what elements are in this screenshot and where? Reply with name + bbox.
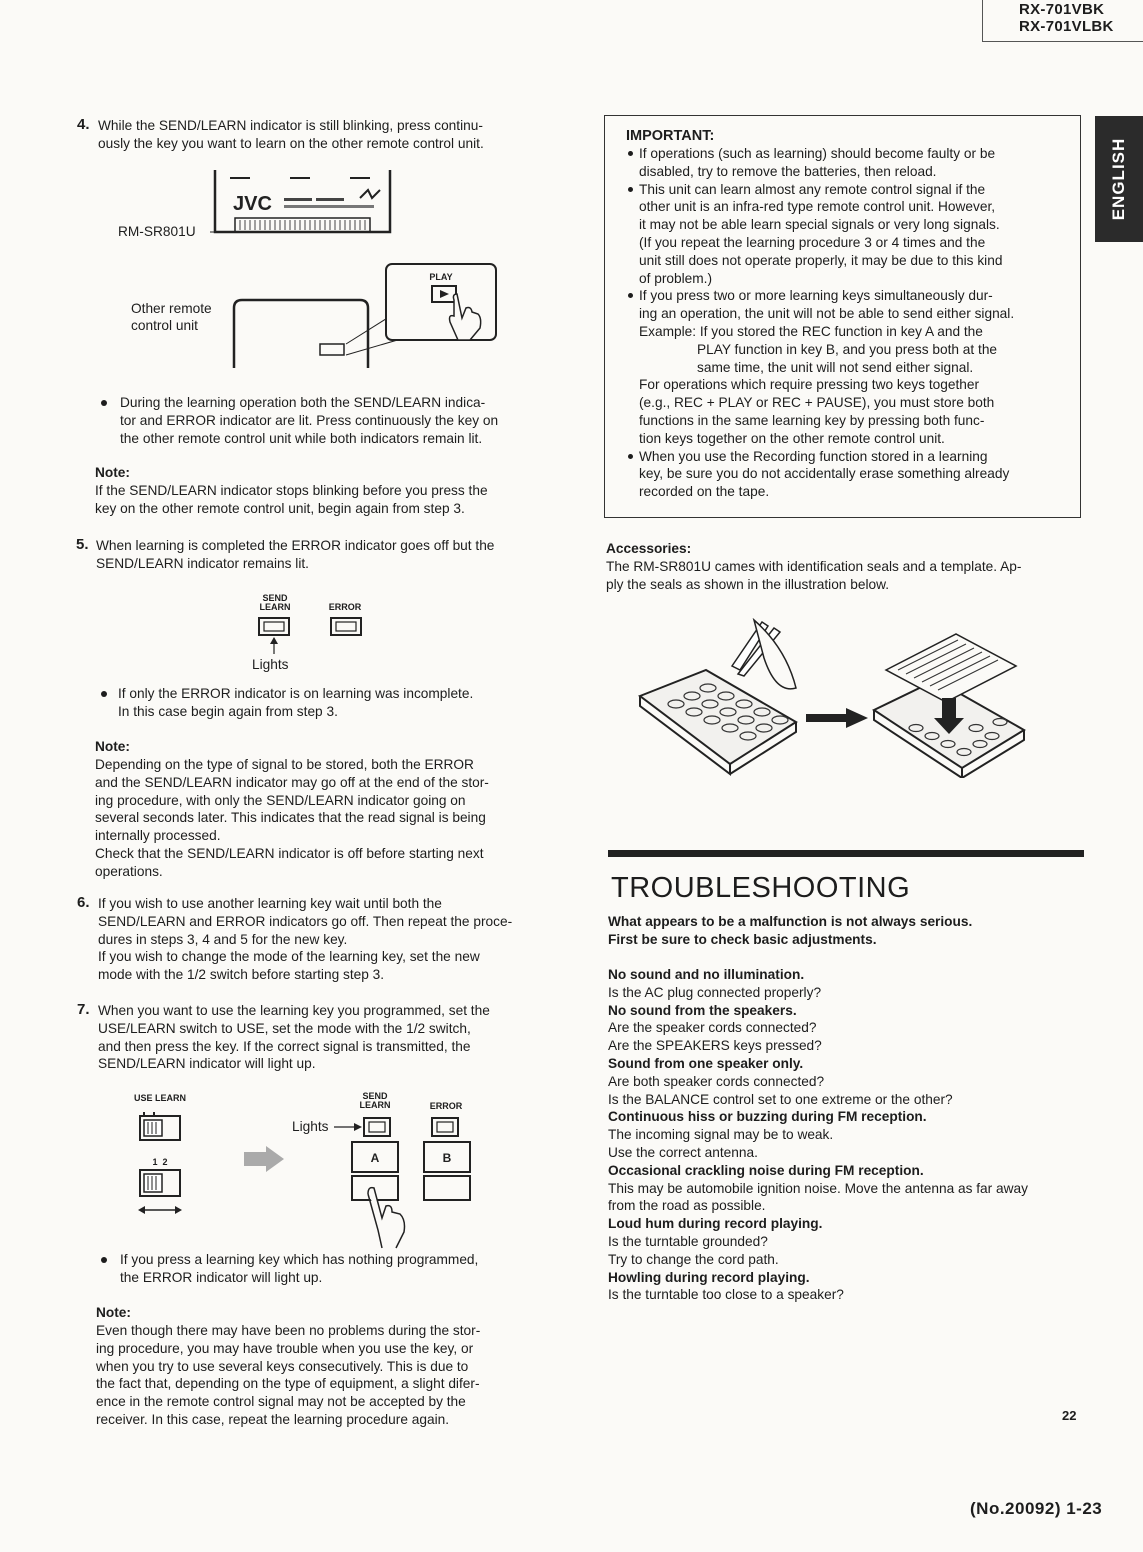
play-button-zoom <box>386 264 496 340</box>
error-label-2: ERROR <box>429 1101 463 1111</box>
important-title: IMPORTANT: <box>626 128 715 144</box>
rm-sr801u-remote <box>210 170 390 232</box>
step-7-number: 7. <box>77 1001 90 1018</box>
important-bullet-4 <box>626 448 1066 501</box>
bullet-line: the ERROR indicator will light up. <box>120 1269 323 1285</box>
step-7-text <box>98 1002 553 1073</box>
step-7-bullet <box>120 1251 560 1287</box>
symptom-heading: No sound and no illumination. <box>608 967 805 982</box>
important-line: recorded on the tape. <box>639 484 770 500</box>
lights-label-2: Lights <box>292 1119 329 1134</box>
bullet-line: During the learning operation both the SEND/LEARN indica- <box>120 395 486 410</box>
troubleshooting-title: TROUBLESHOOTING <box>611 872 911 904</box>
note-line: when you try to use several keys consecutively. This is due to <box>96 1358 469 1374</box>
important-line: When you use the Recording function stored in a learning <box>639 448 988 464</box>
important-line: If you press two or more learning keys simultaneously dur- <box>639 288 993 304</box>
bullet-line: If only the ERROR indicator is on learning was incomplete. <box>118 686 474 701</box>
learning-keys-diagram <box>334 1110 484 1250</box>
step-7-note <box>96 1304 556 1429</box>
remedy-text: Is the turntable too close to a speaker? <box>608 1287 844 1303</box>
important-bullet-3 <box>626 287 1066 447</box>
learn-switch-label: LEARN <box>155 1093 187 1103</box>
important-line: disabled, try to remove the batteries, then reload. <box>639 163 937 179</box>
note-line: internally processed. <box>95 828 221 844</box>
document-number: (No.20092) 1-23 <box>970 1499 1103 1518</box>
important-line: This unit can learn almost any remote control signal if the <box>639 181 986 197</box>
step-6-line: SEND/LEARN and ERROR indicators go off. Then repeat the proce- <box>98 913 513 929</box>
note-title: Note: <box>95 465 130 480</box>
note-line: Check that the SEND/LEARN indicator is off before starting next <box>95 845 484 861</box>
seal-application-illustration <box>636 618 1026 778</box>
error-indicator-2 <box>432 1118 458 1136</box>
important-line: it may not be able learn special signals or very long signals. <box>639 217 1000 233</box>
language-tab-label: ENGLISH <box>1109 137 1128 221</box>
step-6-text <box>98 895 553 984</box>
step-7-line: and then press the key. If the correct signal is transmitted, the <box>98 1038 471 1054</box>
bullet-line: If you press a learning key which has nothing programmed, <box>120 1252 479 1267</box>
bullet-line: the other remote control unit while both indicators remain lit. <box>120 430 483 446</box>
send-label: SEND <box>362 1091 388 1101</box>
learning-key-b <box>424 1176 470 1200</box>
bullet-line: tor and ERROR indicator are lit. Press continuously the key on <box>120 412 499 428</box>
important-line: (e.g., REC + PLAY or REC + PAUSE), you must store both <box>639 395 995 411</box>
accessories-section <box>606 540 1086 594</box>
mode-1-label: 1 <box>152 1157 158 1167</box>
remedy-text: from the road as possible. <box>608 1198 766 1214</box>
accessories-line: The RM-SR801U cames with identification seals and a template. Ap- <box>606 559 1022 574</box>
other-remote-label-1: Other remote <box>131 301 212 316</box>
arrow-right-icon <box>242 1144 286 1174</box>
page-number: 22 <box>1062 1408 1077 1423</box>
note-line: key on the other remote control unit, begin again from step 3. <box>95 500 465 516</box>
important-line: key, be sure you do not accidentally erase something already <box>639 466 1010 482</box>
mode-labels <box>148 1158 172 1167</box>
model-number-2: RX-701VLBK <box>1019 18 1114 35</box>
error-label: ERROR <box>328 602 362 612</box>
symptom-heading: No sound from the speakers. <box>608 1002 797 1018</box>
note-title: Note: <box>95 739 130 754</box>
send-learn-label <box>257 594 293 612</box>
symptom-heading: Loud hum during record playing. <box>608 1216 823 1232</box>
troubleshooting-list <box>608 966 1088 1304</box>
troubleshooting-bar <box>608 850 1084 857</box>
learn-label: LEARN <box>259 602 291 612</box>
important-example: PLAY function in key B, and you press both at the <box>697 341 998 357</box>
accessories-title: Accessories: <box>606 541 692 556</box>
lights-label: Lights <box>252 657 289 672</box>
remedy-text: Are the SPEAKERS keys pressed? <box>608 1038 822 1054</box>
step-4-note <box>95 464 555 518</box>
step-5-note <box>95 738 555 881</box>
note-title: Note: <box>96 1305 131 1320</box>
note-line: If the SEND/LEARN indicator stops blinking before you press the <box>95 483 488 498</box>
remedy-text: Try to change the cord path. <box>608 1251 779 1267</box>
important-line: ing an operation, the unit will not be able to send either signal. <box>639 306 1015 322</box>
arrow-right-icon <box>806 708 868 728</box>
step-6-line: dures in steps 3, 4 and 5 for the new key. <box>98 931 348 947</box>
step-6-line: If you wish to use another learning key wait until both the <box>98 896 442 911</box>
important-line: If operations (such as learning) should become faulty or be <box>639 146 996 161</box>
model-number-1: RX-701VBK <box>1019 1 1105 18</box>
step-5-text <box>96 537 551 573</box>
symptom-heading: Occasional crackling noise during FM reception. <box>608 1162 924 1178</box>
send-learn-label-2 <box>357 1092 393 1110</box>
accessories-line: ply the seals as shown in the illustration below. <box>606 576 890 592</box>
remote-with-tweezers <box>640 620 796 774</box>
jvc-logo: JVC <box>233 193 272 215</box>
step-6-number: 6. <box>77 894 90 911</box>
use-label: USE <box>134 1093 153 1103</box>
use-learn-label <box>134 1094 186 1103</box>
troubleshooting-intro-line: What appears to be a malfunction is not always serious. <box>608 914 973 929</box>
step-4-line: While the SEND/LEARN indicator is still blinking, press continu- <box>98 118 483 133</box>
remedy-text: The incoming signal may be to weak. <box>608 1127 834 1143</box>
symptom-heading: Continuous hiss or buzzing during FM reception. <box>608 1109 927 1125</box>
key-b-label: B <box>442 1151 452 1165</box>
step-4-bullet <box>120 394 560 447</box>
note-line: ing procedure, you may have trouble when you use the key, or <box>96 1340 474 1356</box>
important-line: For operations which require pressing two keys together <box>639 377 980 393</box>
step-7-line: When you want to use the learning key you programmed, set the <box>98 1003 490 1018</box>
note-line: ence in the remote control signal may not be accepted by the <box>96 1394 466 1410</box>
remedy-text: Is the AC plug connected properly? <box>608 984 822 1000</box>
note-line: receiver. In this case, repeat the learning procedure again. <box>96 1411 450 1427</box>
troubleshooting-intro-line: First be sure to check basic adjustments. <box>608 931 877 947</box>
note-line: ing procedure, with only the SEND/LEARN indicator going on <box>95 792 466 808</box>
symptom-heading: Howling during record playing. <box>608 1269 810 1285</box>
send-learn-indicator-2 <box>364 1118 390 1136</box>
language-tab <box>1095 116 1143 242</box>
important-box <box>604 115 1081 518</box>
step-7-line: USE/LEARN switch to USE, set the mode with the 1/2 switch, <box>98 1020 471 1036</box>
step-7-line: SEND/LEARN indicator will light up. <box>98 1056 316 1072</box>
step-5-line: SEND/LEARN indicator remains lit. <box>96 555 309 571</box>
rm-sr801u-label: RM-SR801U <box>118 224 196 239</box>
step-6-line: If you wish to change the mode of the learning key, set the new <box>98 949 480 965</box>
bullet-dot <box>101 1257 107 1263</box>
step-6-line: mode with the 1/2 switch before starting step 3. <box>98 967 385 983</box>
pointing-hand-icon <box>368 1188 405 1248</box>
important-example: Example: If you stored the REC function in key A and the <box>639 323 983 339</box>
note-line: several seconds later. This indicates that the read signal is being <box>95 810 486 826</box>
indicator-diagram <box>250 612 380 662</box>
step-5-line: When learning is completed the ERROR indicator goes off but the <box>96 538 495 553</box>
important-line: functions in the same learning key by pressing both func- <box>639 412 985 428</box>
learning-diagram <box>200 168 510 378</box>
remedy-text: Are both speaker cords connected? <box>608 1073 825 1089</box>
other-remote-label-2: control unit <box>131 318 198 333</box>
important-bullet-1 <box>626 145 1066 181</box>
mode-2-label: 2 <box>162 1157 168 1167</box>
important-line: (If you repeat the learning procedure 3 or 4 times and the <box>639 234 986 250</box>
step-5-number: 5. <box>76 536 89 553</box>
note-line: operations. <box>95 863 163 879</box>
step-4-text <box>98 117 553 153</box>
bullet-line: In this case begin again from step 3. <box>118 703 338 719</box>
important-line: tion keys together on the other remote control unit. <box>639 430 945 446</box>
important-bullet-2 <box>626 181 1066 288</box>
remedy-text: Use the correct antenna. <box>608 1144 758 1160</box>
symptom-heading: Sound from one speaker only. <box>608 1055 804 1071</box>
step-5-bullet <box>118 685 558 721</box>
important-example: same time, the unit will not send either signal. <box>697 359 974 375</box>
note-line: Even though there may have been no problems during the stor- <box>96 1323 481 1338</box>
learn-label: LEARN <box>359 1100 391 1110</box>
key-a-label: A <box>370 1151 380 1165</box>
step-4-line: ously the key you want to learn on the other remote control unit. <box>98 135 484 151</box>
important-line: other unit is an infra-red type remote control unit. However, <box>639 199 996 215</box>
remedy-text: Is the turntable grounded? <box>608 1233 768 1249</box>
remedy-text: Are the speaker cords connected? <box>608 1020 817 1036</box>
remedy-text: Is the BALANCE control set to one extreme or the other? <box>608 1091 953 1107</box>
bullet-dot <box>101 691 107 697</box>
bullet-dot <box>101 400 107 406</box>
remedy-text: This may be automobile ignition noise. Move the antenna as far away <box>608 1180 1028 1196</box>
remote-with-template <box>874 634 1024 778</box>
step-4-number: 4. <box>77 116 90 133</box>
important-line: unit still does not operate properly, it may be due to this kind <box>639 252 1003 268</box>
model-number-box <box>982 0 1143 42</box>
important-line: of problem.) <box>639 270 713 286</box>
troubleshooting-intro <box>608 913 1088 949</box>
play-label: PLAY <box>429 272 453 282</box>
note-line: the fact that, depending on the type of equipment, a slight difer- <box>96 1376 480 1392</box>
send-label: SEND <box>262 593 288 603</box>
note-line: and the SEND/LEARN indicator may go off at the end of the stor- <box>95 774 489 790</box>
note-line: Depending on the type of signal to be stored, both the ERROR <box>95 757 474 772</box>
